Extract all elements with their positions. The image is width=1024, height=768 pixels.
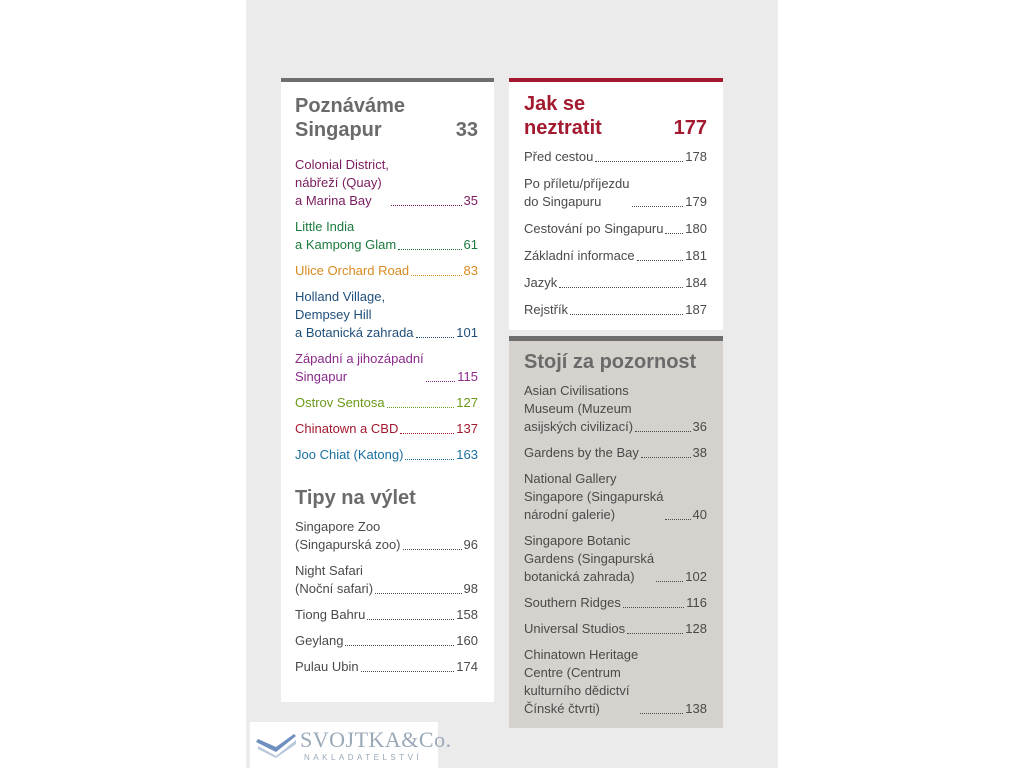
toc-entry[interactable]: [524, 620, 707, 638]
toc-entry-label: Západní a jihozápadní Singapur: [295, 351, 424, 384]
toc-entry-page: 137: [456, 421, 478, 436]
toc-entry-label: Tiong Bahru: [295, 607, 366, 622]
toc-entry-label: Southern Ridges: [524, 595, 621, 610]
toc-entry-label: Universal Studios: [524, 621, 626, 636]
dot-leader: [375, 593, 462, 594]
toc-entry-page: 101: [456, 325, 478, 340]
toc-entry[interactable]: [295, 632, 478, 650]
toc-entry[interactable]: [524, 444, 707, 462]
toc-entry-page: 160: [456, 633, 478, 648]
survival-list: [524, 148, 707, 319]
dot-leader: [559, 287, 683, 288]
dot-leader: [411, 275, 461, 276]
survival-section: [509, 78, 723, 330]
logo-subtitle: NAKLADATELSTVÍ: [304, 753, 423, 762]
toc-entry-label: Základní informace: [524, 248, 635, 263]
toc-entry-label: Asian Civilisations Museum (Muzeum asijských civilizací): [524, 383, 634, 434]
toc-entry[interactable]: [295, 562, 478, 598]
dot-leader: [641, 457, 691, 458]
survival-page: 177: [673, 117, 707, 139]
toc-entry[interactable]: [295, 262, 478, 280]
toc-entry-page: 102: [685, 569, 707, 584]
toc-entry[interactable]: [295, 658, 478, 676]
toc-entry-page: 35: [463, 193, 478, 208]
toc-entry-label: Joo Chiat (Katong): [295, 447, 404, 462]
dot-leader: [391, 205, 462, 206]
toc-entry-label: Colonial District, nábřeží (Quay) a Marina Bay: [295, 157, 389, 208]
toc-entry[interactable]: [524, 594, 707, 612]
toc-entry-page: 174: [456, 659, 478, 674]
toc-entry[interactable]: [295, 394, 478, 412]
dot-leader: [640, 713, 683, 714]
toc-entry-page: 158: [456, 607, 478, 622]
toc-entry-page: 127: [456, 395, 478, 410]
toc-entry-label: Singapore Zoo (Singapurská zoo): [295, 519, 401, 552]
highlights-section: [509, 336, 723, 728]
toc-entry[interactable]: [524, 274, 707, 292]
toc-entry-page: 138: [685, 701, 707, 716]
trips-section-title: [295, 486, 478, 510]
explore-title: Poznáváme Singapur: [295, 95, 406, 141]
toc-entry[interactable]: [524, 301, 707, 319]
toc-entry[interactable]: [295, 156, 478, 210]
toc-entry-label: Chinatown a CBD: [295, 421, 399, 436]
dot-leader: [403, 549, 462, 550]
toc-entry-page: 179: [685, 194, 707, 209]
toc-entry[interactable]: [295, 446, 478, 464]
dot-leader: [627, 633, 683, 634]
book-icon: [254, 728, 298, 758]
toc-entry-label: Night Safari (Noční safari): [295, 563, 374, 596]
highlights-section-title: [524, 350, 707, 374]
toc-entry[interactable]: [295, 518, 478, 554]
toc-entry[interactable]: [524, 220, 707, 238]
toc-entry-page: 83: [463, 263, 478, 278]
logo-name: SVOJTKA&Co.: [300, 727, 452, 752]
toc-entry[interactable]: [524, 470, 707, 524]
toc-entry-page: 181: [685, 248, 707, 263]
toc-entry-label: Chinatown Heritage Centre (Centrum kulturního dědictví Čínské čtvrti): [524, 647, 639, 716]
toc-entry[interactable]: [524, 646, 707, 718]
dot-leader: [361, 671, 455, 672]
dot-leader: [367, 619, 454, 620]
toc-entry-label: Pulau Ubin: [295, 659, 359, 674]
toc-entry-label: Singapore Botanic Gardens (Singapurská botanická zahrada): [524, 533, 655, 584]
survival-section-title: [524, 92, 707, 140]
dot-leader: [595, 161, 683, 162]
survival-title: Jak se neztratit: [524, 93, 602, 139]
trips-title: Tipy na výlet: [295, 487, 416, 509]
trips-list: [295, 518, 478, 676]
toc-entry-label: Rejstřík: [524, 302, 569, 317]
toc-entry[interactable]: [524, 148, 707, 166]
toc-entry-page: 163: [456, 447, 478, 462]
toc-entry-page: 36: [692, 419, 707, 434]
toc-entry-label: Před cestou: [524, 149, 594, 164]
toc-entry-label: Ostrov Sentosa: [295, 395, 385, 410]
toc-entry-page: 40: [692, 507, 707, 522]
highlights-list: [524, 382, 707, 718]
toc-entry[interactable]: [295, 218, 478, 254]
dot-leader: [632, 206, 684, 207]
highlights-title: Stojí za pozornost: [524, 351, 697, 373]
toc-entry-page: 38: [692, 445, 707, 460]
toc-entry[interactable]: [295, 288, 478, 342]
dot-leader: [570, 314, 683, 315]
toc-entry-page: 96: [463, 537, 478, 552]
explore-list: [295, 156, 478, 464]
dot-leader: [398, 249, 461, 250]
toc-entry-label: Little India a Kampong Glam: [295, 219, 397, 252]
dot-leader: [426, 381, 456, 382]
explore-page: 33: [455, 119, 478, 141]
toc-entry-label: Ulice Orchard Road: [295, 263, 410, 278]
toc-entry-label: Gardens by the Bay: [524, 445, 639, 460]
toc-entry-page: 128: [685, 621, 707, 636]
toc-entry-label: National Gallery Singapore (Singapurská národní galerie): [524, 471, 664, 522]
toc-entry-page: 187: [685, 302, 707, 317]
dot-leader: [623, 607, 684, 608]
publisher-logo: [250, 722, 452, 768]
dot-leader: [635, 431, 690, 432]
dot-leader: [416, 337, 455, 338]
dot-leader: [665, 233, 683, 234]
toc-entry-label: Jazyk: [524, 275, 558, 290]
toc-entry[interactable]: [524, 247, 707, 265]
toc-entry[interactable]: [295, 420, 478, 438]
dot-leader: [637, 260, 684, 261]
toc-entry[interactable]: [295, 606, 478, 624]
toc-entry[interactable]: [295, 350, 478, 386]
toc-entry-page: 98: [463, 581, 478, 596]
toc-entry-page: 61: [463, 237, 478, 252]
toc-entry-page: 115: [457, 369, 478, 384]
dot-leader: [387, 407, 455, 408]
contents-left-column: [281, 78, 494, 702]
dot-leader: [400, 433, 454, 434]
toc-entry-page: 180: [685, 221, 707, 236]
dot-leader: [665, 519, 690, 520]
dot-leader: [656, 581, 683, 582]
toc-entry[interactable]: [524, 175, 707, 211]
toc-entry-label: Po příletu/příjezdu do Singapuru: [524, 176, 630, 209]
toc-entry-label: Holland Village, Dempsey Hill a Botanická zahrada: [295, 289, 414, 340]
toc-entry[interactable]: [524, 382, 707, 436]
explore-section-title: [295, 94, 478, 142]
dot-leader: [345, 645, 454, 646]
toc-entry-page: 178: [685, 149, 707, 164]
toc-entry-page: 116: [686, 595, 707, 610]
dot-leader: [405, 459, 454, 460]
toc-entry[interactable]: [524, 532, 707, 586]
toc-entry-label: Cestování po Singapuru: [524, 221, 664, 236]
toc-entry-page: 184: [685, 275, 707, 290]
toc-entry-label: Geylang: [295, 633, 344, 648]
